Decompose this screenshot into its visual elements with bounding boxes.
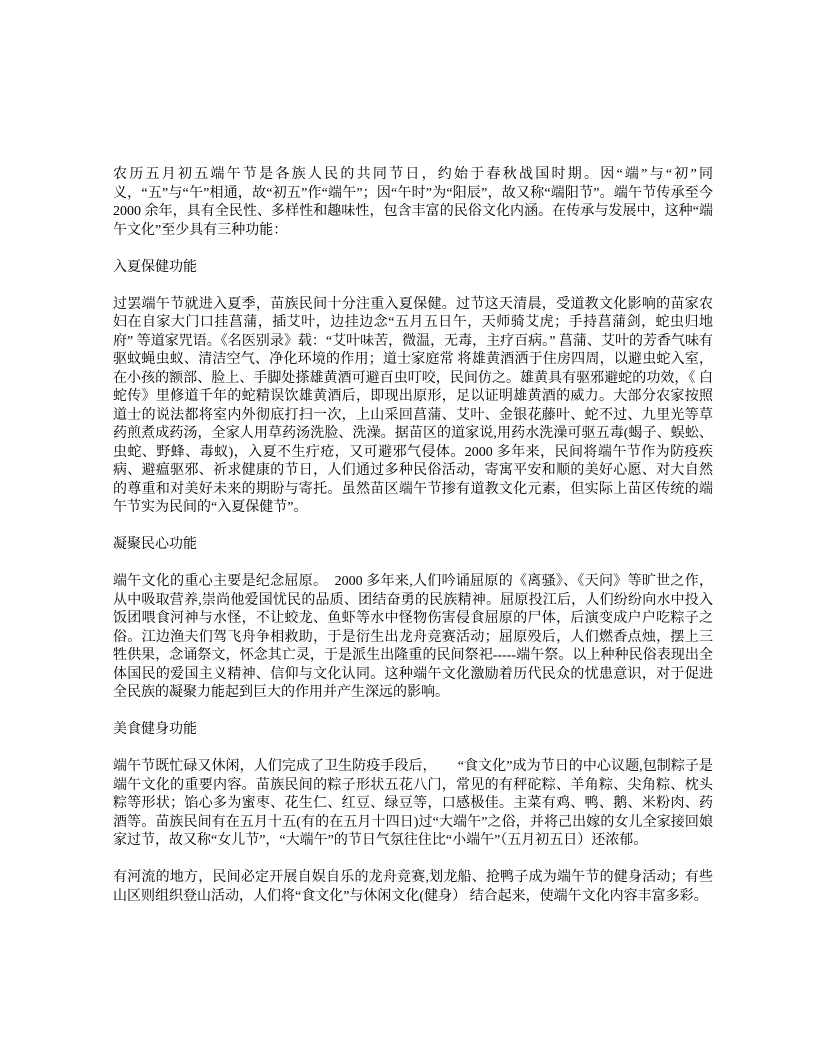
section-paragraph-dragon-boat: 有河流的地方，民间必定开展自娱自乐的龙舟竞赛,划龙船、抢鸭子成为端午节的健身活动；有些山区则组织登山活动，人们将“食文化”与休闲文化(健身） 结合起来，使端午文化内容丰富多彩。 <box>113 870 713 904</box>
section-paragraph-unity: 端午文化的重心主要是纪念屈原。 2000 多年来,人们吟诵屈原的《离骚》、《天问》等旷世之作，从中吸取营养,崇尚他爱国忧民的品质、团结奋勇的民族精神。屈原投江后，人们纷纷向水中投入饭团喂食河神与水怪，不让蛟龙、鱼虾等水中怪物伤害侵食屈原的尸体，后演变成户户吃粽子之俗。江边渔夫们驾飞舟争相救助，于是衍生出龙舟竞赛活动；屈原殁后，人们燃香点烛，摆上三牲供果，念诵祭文，怀念其亡灵，于是派生出隆重的民间祭祀-----端午祭。以上种种民俗表现出全体国民的爱国主义精神、信仰与文化认同。这种端午文化激励着历代民众的忧患意识，对于促进全民族的凝聚力能起到巨大的作用并产生深远的影响。 <box>113 574 713 700</box>
intro-paragraph: 农历五月初五端午节是各族人民的共同节日，约始于春秋战国时期。因“端”与“初”同义，“五”与“午”相通，故“初五”作“端午”；因“午时”为“阳辰”，故又称“端阳节”。端午节传承至今 2000 余年，具有全民性、多样性和趣味性，包含丰富的民俗文化内涵。在传承与发展中，这种“端午文化”至少具有三种功能： <box>113 167 713 238</box>
section-heading-unity: 凝聚民心功能 <box>113 537 197 552</box>
document-content <box>113 166 713 925</box>
section-paragraph-food-fitness: 端午节既忙碌又休闲，人们完成了卫生防疫手段后， “食文化”成为节日的中心议题,包制粽子是端午文化的重要内容。苗族民间的粽子形状五花八门，常见的有秤砣粽、羊角粽、尖角粽、枕头粽等形状；馅心多为蜜枣、花生仁、红豆、绿豆等，口感极佳。主菜有鸡、鸭、鹅、米粉肉、药酒等。苗族民间有在五月十五(有的在五月十四日)过“大端午”之俗，并将己出嫁的女儿全家接回娘家过节，故又称“女儿节”，“大端午”的节日气氛往住比“小端午”（五月初五日）还浓郁。 <box>113 759 713 848</box>
section-paragraph-summer-health: 过罢端午节就进入夏季，苗族民间十分注重入夏保健。过节这天清晨，受道教文化影响的苗家农妇在自家大门口挂菖蒲，插艾叶，边挂边念“五月五日午，天师骑艾虎；手持菖蒲剑，蛇虫归地府” 等道家咒语。《名医别录》载：“艾叶味苦，微温，无毒，主疗百病。” 菖蒲、艾叶的芳香气味有驱蚊蝇虫蚁、清洁空气、净化环境的作用；道士家庭常 将雄黄酒洒于住房四周，以避虫蛇入室，在小孩的额部、脸上、手脚处搽雄黄酒可避百虫叮咬，民间仿之。雄黄具有驱邪避蛇的功效，《 白蛇传》里修道千年的蛇精误饮雄黄酒后，即现出原形，足以证明雄黄酒的威力。大部分农家按照道士的说法都将室内外彻底打扫一次，上山采回菖蒲、艾叶、金银花藤叶、蛇不过、九里光等草药煎煮成药汤，全家人用草药汤洗脸、洗澡。据苗区的道家说,用药水洗澡可驱五毒(蝎子、蜈蚣、虫蛇、野蜂、毒蚁)，入夏不生疔疮，又可避邪气侵体。2000 多年来，民间将端午节作为防疫疾病、避瘟驱邪、祈求健康的节日，人们通过多种民俗活动，寄寓平安和顺的美好心愿、对大自然的尊重和对美好未来的期盼与寄托。虽然苗区端午节掺有道教文化元素，但实际上苗区传统的端午节实为民间的“入夏保健节”。 <box>113 296 713 515</box>
section-heading-summer-health: 入夏保健功能 <box>113 259 197 275</box>
section-heading-food-fitness: 美食健身功能 <box>113 722 197 737</box>
